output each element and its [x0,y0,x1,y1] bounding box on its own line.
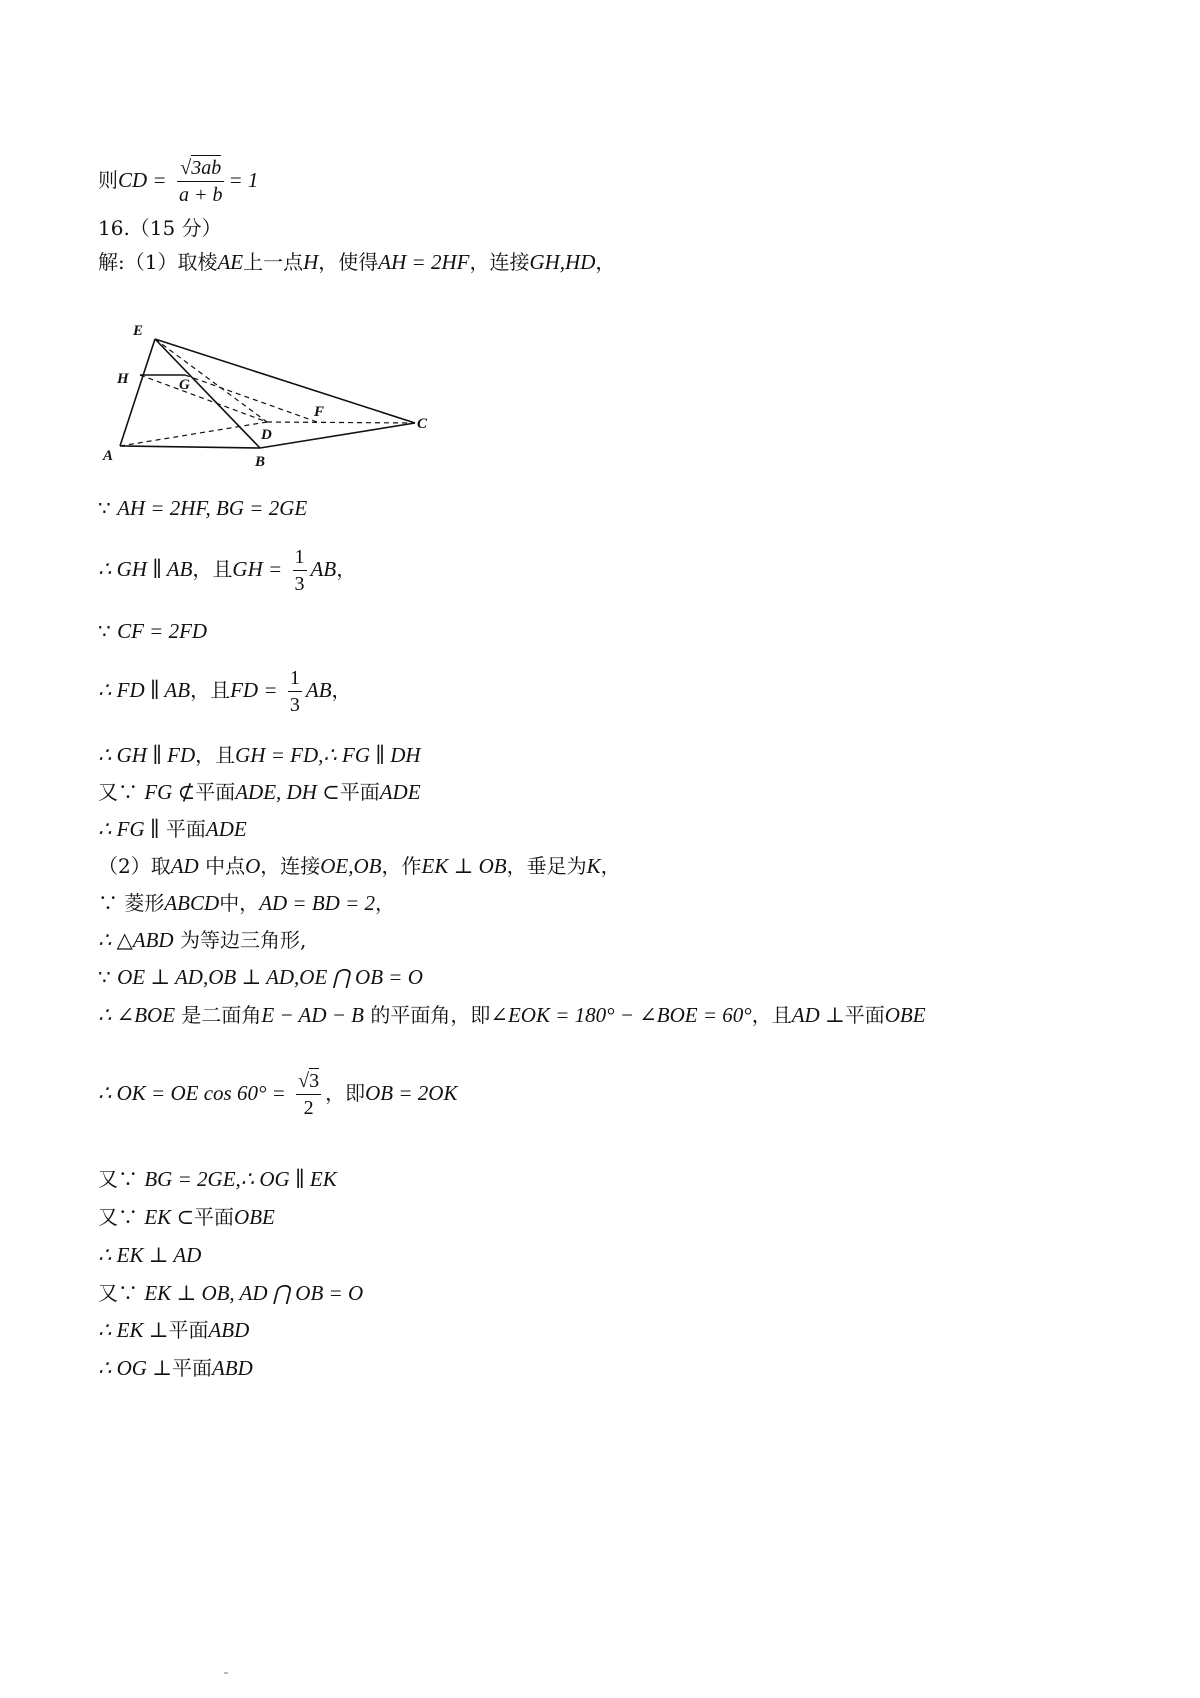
math: GH,HD [529,250,596,274]
edge-ab [120,446,260,448]
frac-denominator: a + b [178,184,223,206]
text: ，且 [192,557,233,581]
text: 中， [219,891,260,915]
line-gh-parallel-fd [98,743,421,767]
line-gh-parallel-ab [98,544,356,597]
math: K [586,854,601,878]
text: 是二面角 [181,1003,262,1027]
edge-ec [155,339,415,423]
line-ok-value [98,1068,457,1121]
line-fg-not-in-plane [98,780,421,804]
line-rhombus [98,891,395,915]
text: ，且 [190,678,231,702]
text: ∵ [98,496,111,520]
text-ze: 则 [98,168,118,192]
geometry-figure [95,315,475,475]
edge-ea [120,339,155,446]
line-ek-perp-ad [98,1243,201,1267]
problem-heading: 16.（15 分） [98,216,222,240]
math: ∴ FD ∥ AB [98,678,191,702]
text: ， [336,557,357,581]
segment-gf-dashed [185,375,317,422]
text: ， [600,854,621,878]
line-ek-perp-plane [98,1318,249,1342]
text: ， [331,678,352,702]
math: AD ⊥ [791,1003,845,1027]
text: 又∵ [98,1205,138,1229]
text: 为等边三角形, [179,928,307,952]
math: OBE [234,1205,275,1229]
math: OB = 2OK [365,1081,458,1105]
line-because-cf [98,619,207,643]
math: ADE, DH ⊂ [235,780,340,804]
text: ，垂足为 [506,854,587,878]
math: ∴ GH ∥ FD [98,743,196,767]
edge-ad-dashed [120,422,267,446]
edge-ed-dashed [155,339,267,422]
line-perpendiculars [98,965,423,989]
math: AH = 2HF, BG = 2GE [117,496,308,520]
math: H [303,250,319,274]
text: ，使得 [318,250,379,274]
frac-numerator: 3 [309,1070,320,1092]
text: 平面 [168,1318,209,1342]
text: 平面 [194,1205,235,1229]
line-solution-1 [98,250,615,274]
label-a: A [103,448,114,464]
label-h: H [117,371,129,387]
math: OE ⊥ AD,OB ⊥ AD,OE ⋂ OB = O [117,965,423,989]
text: ，且 [195,743,236,767]
label-e: E [133,323,144,339]
text: 又∵ [98,780,138,804]
text: （2）取 [98,854,171,878]
text: ，连接 [469,250,530,274]
text: 平面 [339,780,380,804]
line-og-parallel-ek [98,1167,337,1191]
edge-dc-dashed [267,422,415,423]
math: AD [170,854,199,878]
text: ∵ 菱形 [98,891,165,915]
frac-denominator: 3 [289,694,300,716]
text: 中点 [205,854,246,878]
math: ∴ ∠BOE [98,1003,176,1027]
math: ABD [211,1356,253,1380]
math: BG = 2GE,∴ OG ∥ EK [144,1167,337,1191]
fraction-one-third [288,665,302,718]
text: ∵ [98,619,111,643]
text: 平面 [165,817,206,841]
math: ∴ GH ∥ AB [98,557,193,581]
frac-numerator: 1 [288,665,302,692]
label-b: B [255,454,266,470]
text: ，连接 [260,854,321,878]
math: AE [217,250,244,274]
text: 平面 [195,780,236,804]
line-ek-perp-ob [98,1281,363,1305]
line-because-ah [98,496,307,520]
math: AH = 2HF [378,250,470,274]
math: O [245,854,261,878]
math: AB [310,557,337,581]
fraction-sqrt3ab-over-a-plus-b: $\frac{√3ab}{a + b}$ [178,157,223,206]
math: ∴ EK ⊥ AD [98,1243,202,1267]
math: EK ⊥ OB [421,854,507,878]
text: ，即 [325,1081,366,1105]
label-d: D [261,427,272,443]
math: ABD [208,1318,250,1342]
math: ∠EOK = 180° − ∠BOE = 60° [490,1003,752,1027]
math: OE,OB [320,854,382,878]
math-eq-1: = 1 [228,168,259,192]
text: 又∵ [98,1167,138,1191]
frac-denominator: 2 [303,1097,314,1119]
text: ，作 [381,854,422,878]
math: AB [305,678,332,702]
line-ek-in-plane [98,1205,275,1229]
text: 平面 [844,1003,885,1027]
text: ∵ [98,965,111,989]
line-dihedral-angle [98,1003,926,1027]
frac-numerator: 1 [293,544,307,571]
text: 又∵ [98,1281,138,1305]
math: EK ⊂ [144,1205,195,1229]
math: OBE [884,1003,926,1027]
line-part2-setup [98,854,621,878]
math: GH = [232,557,283,581]
footer-mark [224,1672,228,1674]
text: 平面 [171,1356,212,1380]
math: CF = 2FD [117,619,208,643]
text: 解:（1）取棱 [98,250,218,274]
math: ∴ FG ∥ [98,817,160,841]
label-f: F [314,404,325,420]
line-fd-parallel-ab [98,665,352,718]
math: ∴ OG ⊥ [98,1356,172,1380]
text: ， [375,891,396,915]
math: ∴ △ABD [98,928,174,952]
line-og-perp-plane [98,1356,253,1380]
line-fg-parallel-plane [98,817,247,841]
math: AD = BD = 2 [259,891,376,915]
text: 的平面角，即 [370,1003,491,1027]
fraction-one-third [293,544,307,597]
line-equilateral [98,928,306,952]
label-g: G [179,377,190,393]
math: ABCD [164,891,220,915]
math: ∴ OK = OE cos 60° = [98,1081,286,1105]
math: ADE [379,780,421,804]
text: ， [595,250,616,274]
frac-numerator: 3ab [191,157,222,179]
text: ，且 [751,1003,792,1027]
math: GH = FD,∴ FG ∥ DH [235,743,421,767]
math-cd: CD = [118,168,167,192]
math: ADE [205,817,247,841]
frac-denominator: 3 [294,573,305,595]
math: EK ⊥ OB, AD ⋂ OB = O [144,1281,364,1305]
label-c: C [417,416,428,432]
math: ∴ EK ⊥ [98,1318,169,1342]
math: FG ⊄ [144,780,196,804]
math: FD = [230,678,278,702]
text: 上一点 [243,250,304,274]
math: E − AD − B [261,1003,365,1027]
line-cd-result [98,155,258,208]
edge-bc [260,423,415,448]
fraction-sqrt3-over-2: $\frac{√3}{2}$ [298,1070,320,1119]
